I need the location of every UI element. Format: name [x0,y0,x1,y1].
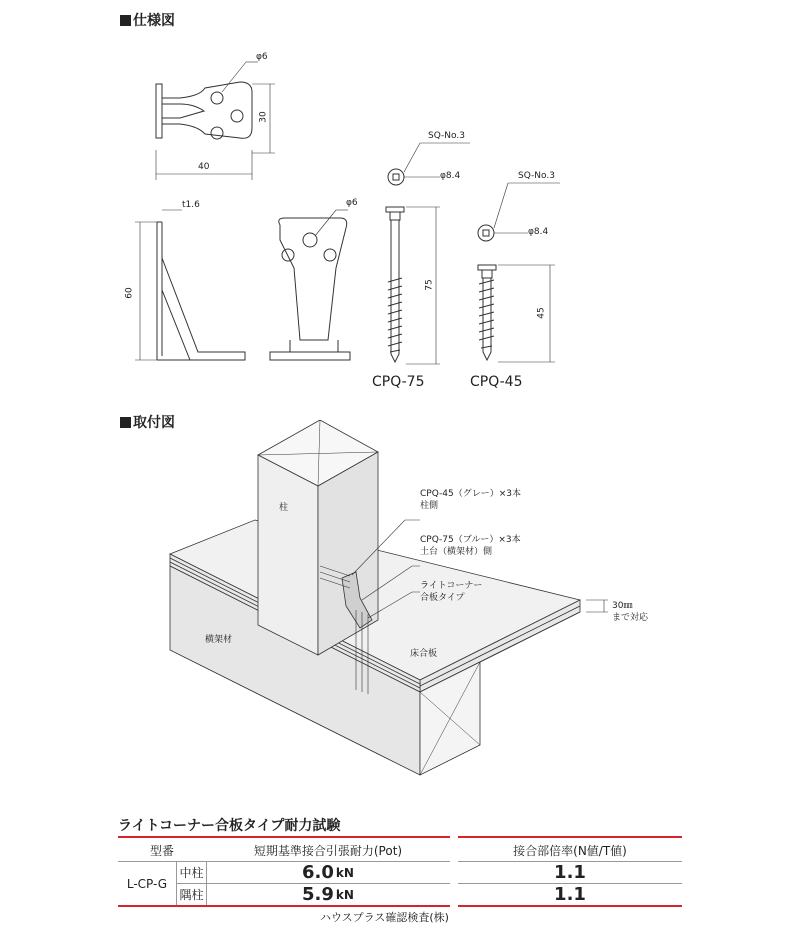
header-strength: 短期基準接合引張耐力(Pot) [253,843,403,858]
cpq75-label: CPQ-75 [372,374,425,390]
bracket-note-line2: 合板タイプ [420,593,465,603]
ratio-corner: 1.1 [554,884,586,905]
strength-center: 6.0 kN [302,862,354,883]
model-cell: L-CP-G [126,876,168,891]
sq-no3-label-a: SQ-No.3 [428,131,465,141]
cpq45-note-line1: CPQ-45（グレー）×3本 [420,489,522,499]
beam-label: 横架材 [205,635,233,645]
spec-drawing [0,0,800,400]
row-type-center: 中柱 [179,866,204,880]
table-red-rule-bottom-right [458,905,682,907]
test-authority: ハウスプラス確認検査(株) [320,911,449,924]
dim-60-label: 60 [124,287,135,299]
thickness-note-line1: 30㎜ [612,601,633,611]
table-red-rule-left [118,836,450,838]
install-section-title: 取付図 [120,412,175,432]
phi84-label-a: φ8.4 [440,171,461,181]
header-ratio: 接合部倍率(N値/T値) [513,843,627,858]
cpq75-note-line2: 土台（横架材）側 [420,547,493,557]
thickness-note-line2: まで対応 [612,613,649,623]
phi84-label-b: φ8.4 [528,227,549,237]
install-drawing [0,420,800,800]
phi6-top-label: φ6 [256,52,268,62]
strength-corner: 5.9 kN [302,884,354,905]
cpq75-note-line1: CPQ-75（ブルー）×3本 [420,535,521,545]
spec-section-title: 仕様図 [120,10,175,30]
floor-label: 床合板 [410,649,438,659]
ratio-center: 1.1 [554,862,586,883]
test-table-title: ライトコーナー合板タイプ耐力試験 [118,818,341,834]
dim-75-label: 75 [424,279,435,291]
bracket-note-line1: ライトコーナー [420,581,483,591]
cpq45-label: CPQ-45 [470,374,523,390]
table-red-rule-right [458,836,682,838]
dim-40-label: 40 [198,162,210,172]
dim-45-label: 45 [536,307,547,319]
header-model: 型番 [149,843,174,858]
row-type-corner: 隅柱 [179,888,204,902]
dim-30-label: 30 [258,111,269,123]
sq-no3-label-b: SQ-No.3 [518,171,555,181]
phi6-front-label: φ6 [346,198,358,208]
pillar-label: 柱 [279,503,289,513]
table-red-rule-bottom-left [118,905,450,907]
thickness-label: t1.6 [182,200,200,210]
cpq45-note-line2: 柱側 [420,501,439,511]
